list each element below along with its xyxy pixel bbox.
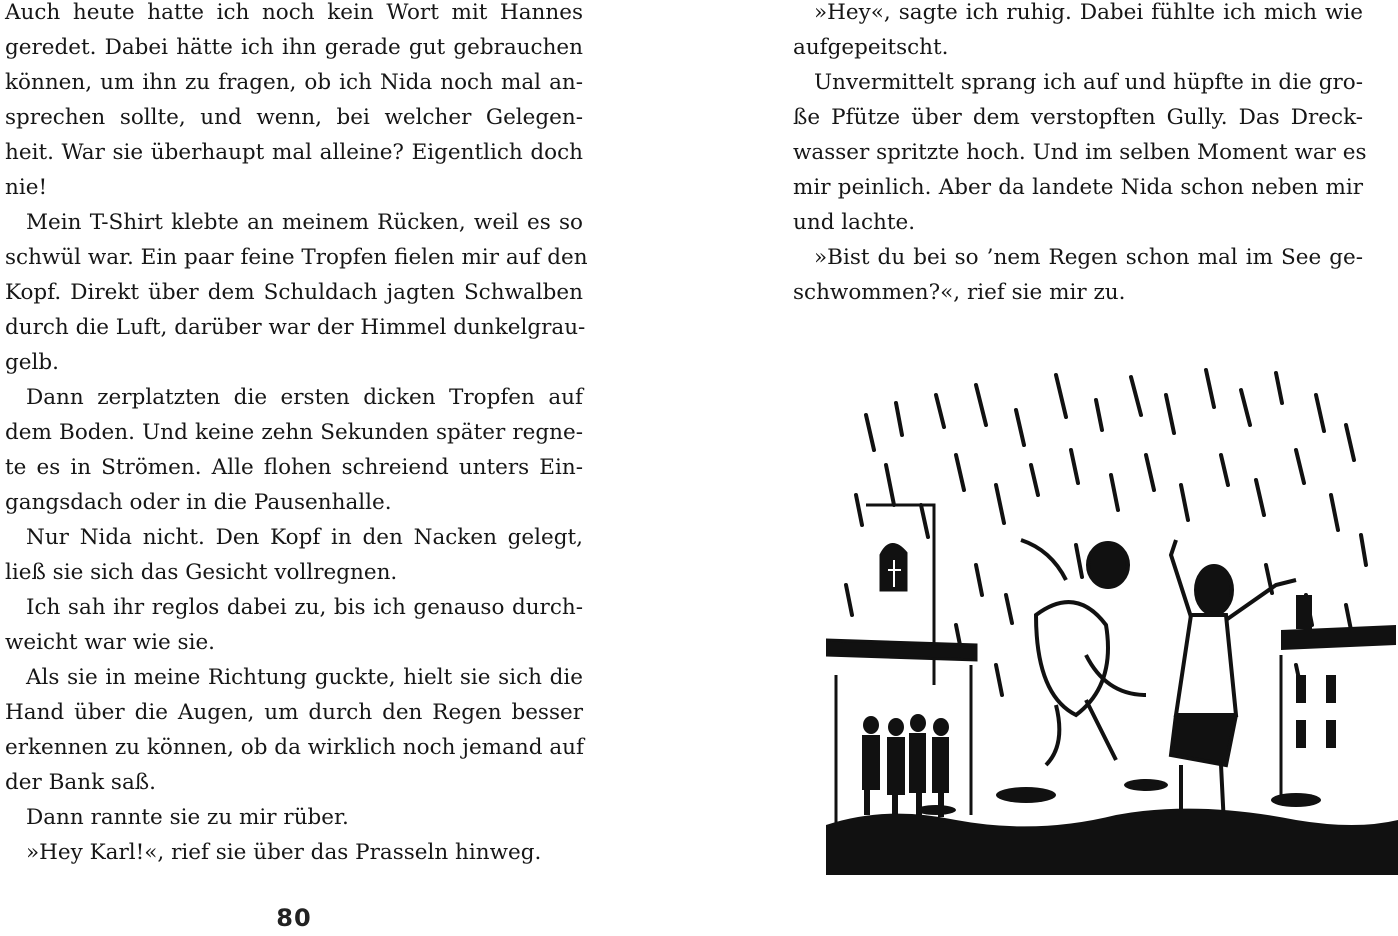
- paragraph: [5, 205, 588, 380]
- text-line: schwommen?«, rief sie mir zu.: [793, 280, 1126, 305]
- text-line: dem Boden. Und keine zehn Sekunden später regne-: [5, 420, 583, 445]
- paragraph: [793, 65, 1367, 240]
- text-line: geredet. Dabei hätte ich ihn gerade gut gebrauchen: [5, 35, 583, 60]
- left-page: [0, 0, 600, 936]
- puddle: [826, 779, 1398, 875]
- paragraph: [793, 240, 1363, 310]
- text-line: durch die Luft, darüber war der Himmel dunkelgrau-: [5, 315, 586, 340]
- text-line: nie!: [5, 175, 48, 200]
- text-line: te es in Strömen. Alle flohen schreiend unters Ein-: [5, 455, 583, 480]
- right-page-text: [793, 0, 1367, 310]
- crowd-figures: [862, 714, 949, 817]
- building-right: [1281, 595, 1396, 805]
- text-line: Dann rannte sie zu mir rüber.: [26, 805, 349, 830]
- text-line: mir peinlich. Aber da landete Nida schon neben mir: [793, 175, 1363, 200]
- paragraph: [5, 660, 583, 800]
- text-line: können, um ihn zu fragen, ob ich Nida noch mal an-: [5, 70, 583, 95]
- paragraph: [793, 0, 1363, 65]
- text-line: Auch heute hatte ich noch kein Wort mit Hannes: [5, 0, 583, 25]
- paragraph: [5, 800, 583, 835]
- text-line: erkennen zu können, ob da wirklich noch jemand auf: [5, 735, 584, 760]
- text-line: Mein T-Shirt klebte an meinem Rücken, weil es so: [26, 210, 583, 235]
- text-line: gangsdach oder in die Pausenhalle.: [5, 490, 392, 515]
- text-line: der Bank saß.: [5, 770, 156, 795]
- text-line: ließ sie sich das Gesicht vollregnen.: [5, 560, 398, 585]
- text-line: Hand über die Augen, um durch den Regen besser: [5, 700, 583, 725]
- girl-jumping: [1021, 540, 1146, 765]
- text-line: Kopf. Direkt über dem Schuldach jagten Schwalben: [5, 280, 583, 305]
- paragraph: [5, 520, 583, 590]
- paragraph: [5, 590, 583, 660]
- text-line: heit. War sie überhaupt mal alleine? Eigentlich doch: [5, 140, 583, 165]
- text-line: aufgepeitscht.: [793, 35, 949, 60]
- boy-standing: [1171, 540, 1296, 825]
- paragraph: [5, 835, 583, 870]
- text-line: weicht war wie sie.: [5, 630, 216, 655]
- text-line: ße Pfütze über dem verstopften Gully. Das Dreck-: [793, 105, 1363, 130]
- paragraph: [5, 0, 583, 205]
- text-line: »Hey Karl!«, rief sie über das Prasseln hinweg.: [26, 840, 542, 865]
- rain-puddle-illustration: [826, 355, 1398, 875]
- text-line: gelb.: [5, 350, 59, 375]
- text-line: »Hey«, sagte ich ruhig. Dabei fühlte ich mich wie: [814, 0, 1363, 25]
- text-line: »Bist du bei so ’nem Regen schon mal im See ge-: [814, 245, 1363, 270]
- page-number: 80: [276, 904, 312, 932]
- text-line: Unvermittelt sprang ich auf und hüpfte in die gro-: [814, 70, 1363, 95]
- text-line: und lachte.: [793, 210, 916, 235]
- text-line: Als sie in meine Richtung guckte, hielt sie sich die: [26, 665, 583, 690]
- text-line: schwül war. Ein paar feine Tropfen fielen mir auf den: [5, 245, 588, 270]
- text-line: sprechen sollte, und wenn, bei welcher Gelegen-: [5, 105, 583, 130]
- paragraph: [5, 380, 583, 520]
- left-page-text: [5, 0, 588, 870]
- text-line: wasser spritzte hoch. Und im selben Moment war es: [793, 140, 1367, 165]
- text-line: Ich sah ihr reglos dabei zu, bis ich genauso durch-: [26, 595, 583, 620]
- text-line: Dann zerplatzten die ersten dicken Tropfen auf: [26, 385, 583, 410]
- text-line: Nur Nida nicht. Den Kopf in den Nacken gelegt,: [26, 525, 583, 550]
